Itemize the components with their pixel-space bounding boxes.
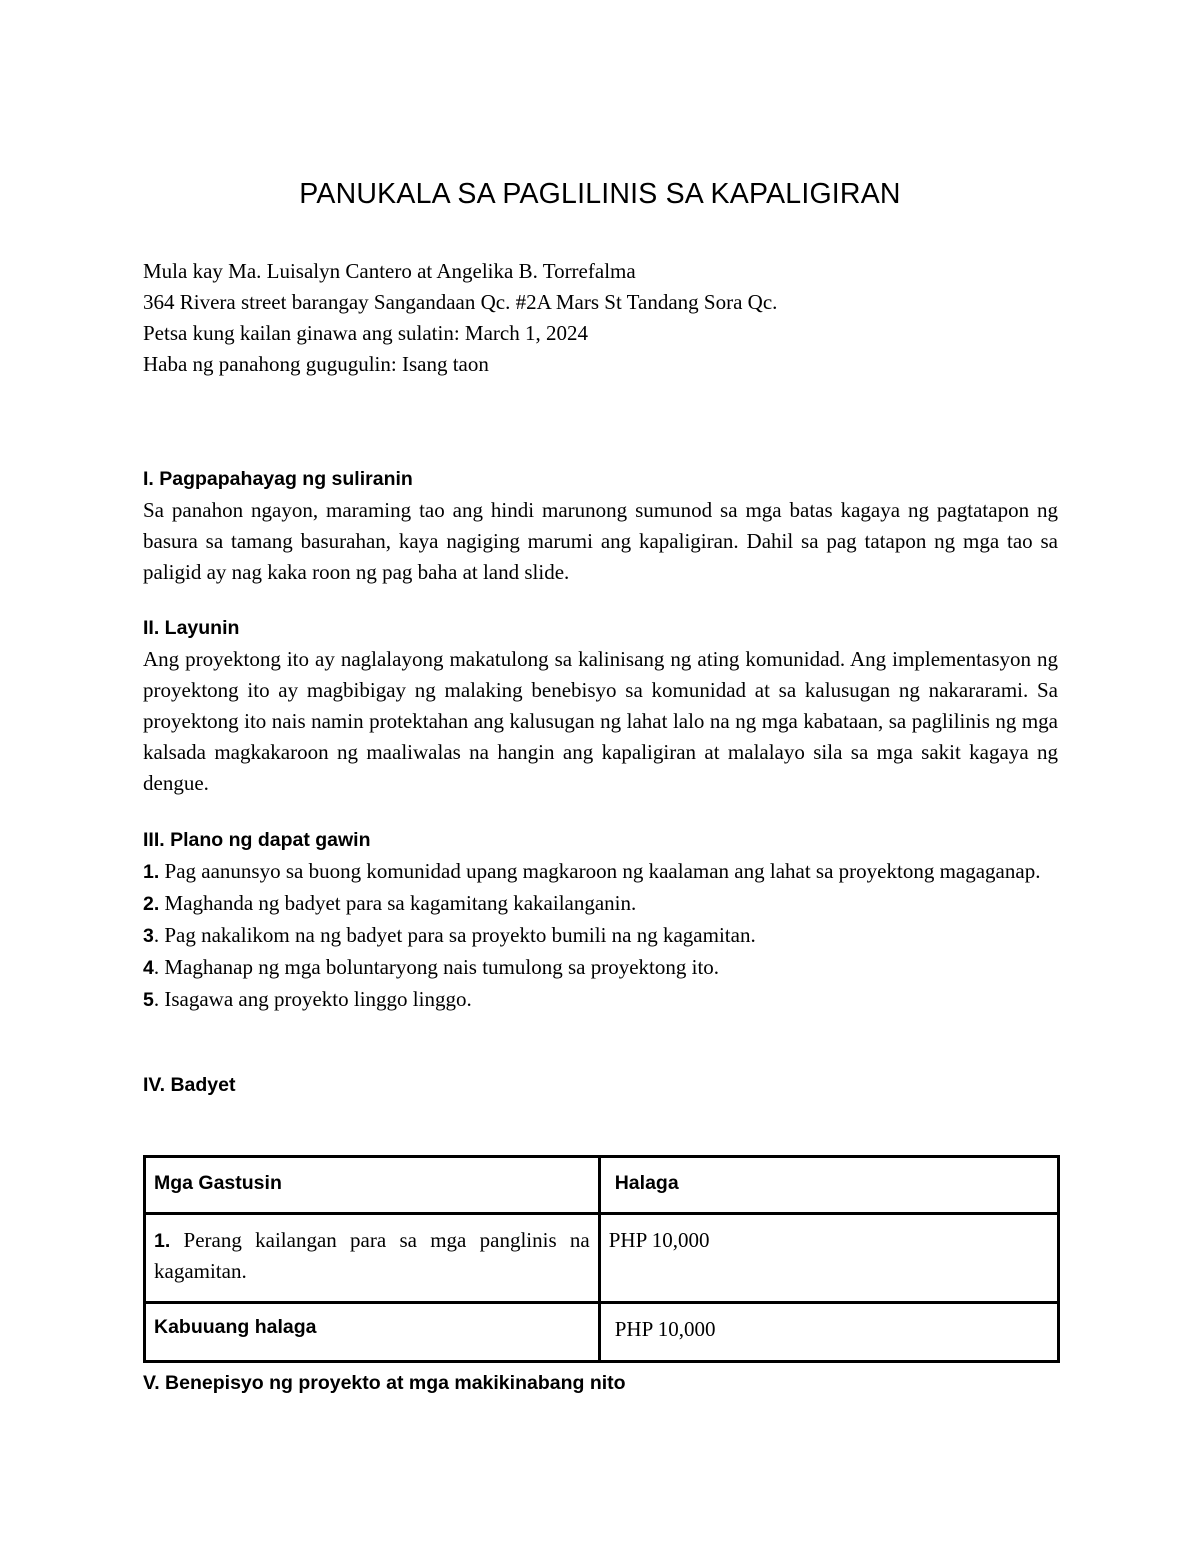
table-row: [145, 1214, 1059, 1303]
section-heading: III. Plano ng dapat gawin: [143, 829, 371, 851]
table-cell: [145, 1214, 600, 1303]
expense-amount: PHP 10,000: [608, 1228, 710, 1252]
plan-item-number: 3: [143, 925, 154, 947]
table-header-row: [145, 1157, 1059, 1214]
meta-address: 364 Rivera street barangay Sangandaan Qc. #2A Mars St Tandang Sora Qc.: [143, 290, 778, 314]
budget-table: [143, 1155, 1060, 1363]
expenses-header: Mga Gastusin: [154, 1172, 282, 1194]
plan-item: [143, 920, 1058, 952]
section-body: Sa panahon ngayon, maraming tao ang hindi marunong sumunod sa mga batas kagaya ng pagtatapon ng basura sa tamang basurahan, kaya nagiging marumi ang kapaligiran. Dahil sa pag tatapon ng mga tao sa paligid ay nag kaka roon ng pag baha at land slide.: [143, 498, 1058, 584]
table-cell: [599, 1214, 1058, 1303]
plan-item-text: . Isagawa ang proyekto linggo linggo.: [153, 987, 472, 1011]
plan-item-text: Pag aanunsyo sa buong komunidad upang magkaroon ng kaalaman ang lahat sa proyektong magaganap.: [164, 859, 1041, 883]
section-heading: I. Pagpapahayag ng suliranin: [143, 468, 413, 490]
plan-item-text: Maghanda ng badyet para sa kagamitang kakailanganin.: [164, 891, 637, 915]
plan-item-text: . Maghanap ng mga boluntaryong nais tumulong sa proyektong ito.: [153, 955, 720, 979]
amount-header: Halaga: [614, 1172, 679, 1194]
section-benefits: [143, 1368, 1058, 1399]
document-title: PANUKALA SA PAGLILINIS SA KAPALIGIRAN: [299, 178, 901, 210]
plan-item: [143, 952, 1058, 984]
table-cell: [599, 1303, 1058, 1362]
total-amount: PHP 10,000: [614, 1317, 716, 1341]
meta-from: Mula kay Ma. Luisalyn Cantero at Angelika B. Torrefalma: [143, 259, 636, 283]
total-label: Kabuuang halaga: [154, 1316, 317, 1338]
section-problem: [143, 464, 1058, 588]
table-header-cell: [145, 1157, 600, 1214]
document-meta: [143, 256, 1058, 380]
plan-item: [143, 888, 1058, 920]
plan-item: [143, 856, 1058, 888]
row-number: 1.: [154, 1230, 171, 1252]
section-heading: II. Layunin: [143, 617, 240, 639]
section-heading: V. Benepisyo ng proyekto at mga makikinabang nito: [143, 1372, 626, 1394]
expense-item: Perang kailangan para sa mga panglinis na kagamitan.: [154, 1228, 590, 1283]
section-objective: [143, 613, 1058, 799]
plan-item-number: 5: [143, 989, 154, 1011]
plan-item-number: 1.: [143, 861, 160, 883]
plan-item: [143, 984, 1058, 1016]
section-body: Ang proyektong ito ay naglalayong makatulong sa kalinisang ng ating komunidad. Ang implementasyon ng proyektong ito ay magbibigay ng malaking benebisyo sa komunidad at sa kalusugan ng nakararami. Sa proyektong ito nais namin protektahan ang kalusugan ng lahat lalo na ng mga kabataan, sa paglilinis ng mga kalsada magkakaroon ng maaliwalas na hangin ang kapaligiran at malalayo sila sa mga sakit kagaya ng dengue.: [143, 647, 1058, 795]
meta-date: Petsa kung kailan ginawa ang sulatin: March 1, 2024: [143, 321, 588, 345]
plan-item-number: 4: [143, 957, 154, 979]
section-budget: [143, 1070, 1058, 1101]
plan-item-text: . Pag nakalikom na ng badyet para sa proyekto bumili na ng kagamitan.: [153, 923, 756, 947]
section-heading: IV. Badyet: [143, 1074, 236, 1096]
plan-item-number: 2.: [143, 893, 160, 915]
table-total-row: [145, 1303, 1059, 1362]
table-cell: [145, 1303, 600, 1362]
section-plan: [143, 825, 1058, 1016]
table-header-cell: [599, 1157, 1058, 1214]
meta-duration: Haba ng panahong gugugulin: Isang taon: [143, 352, 489, 376]
